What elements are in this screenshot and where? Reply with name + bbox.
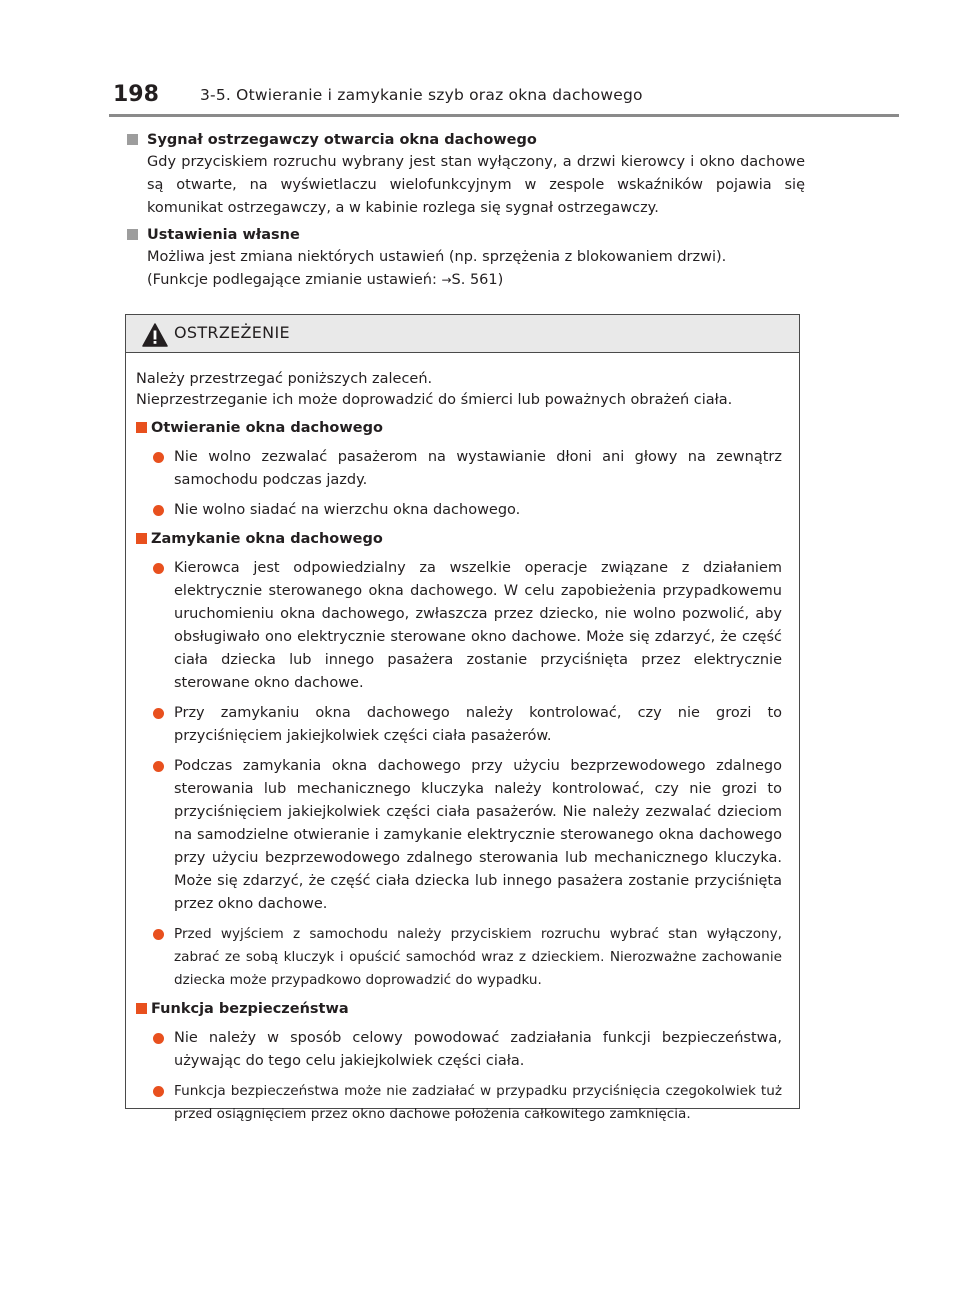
custom-settings-line: Możliwa jest zmiana niektórych ustawień (np. sprzężenia z blokowaniem drzwi). [147,249,727,265]
warning-heading-safety: Funkcja bezpieczeństwa [136,998,782,1020]
section-body-sunroof-warning: Gdy przyciskiem rozruchu wybrany jest stan wyłączony, a drzwi kierowcy i okno dachowe są otwarte, na wyświetlaczu wielofunkcyjnym w zespole wskaźników pojawia się komunikat ostrzegawczy, a w kabinie rozlega się sygnał ostrzegawczy. [147,154,805,216]
circle-bullet-icon [153,505,164,516]
arrow-right-icon: → [441,273,452,287]
warning-item: Przy zamykaniu okna dachowego należy kontrolować, czy nie grozi to przyciśnięciem jakiejkolwiek części ciała pasażerów. [136,702,782,748]
warning-body [126,353,799,1126]
section-heading-custom-settings: Ustawienia własne [125,224,805,246]
intro-sections [125,125,805,296]
warning-item: Nie należy w sposób celowy powodować zadziałania funkcji bezpieczeństwa, używając do tego celu jakiejkolwiek części ciała. [136,1027,782,1073]
circle-bullet-icon [153,452,164,463]
warning-intro: Należy przestrzegać poniższych zaleceń. [136,371,433,387]
chapter-title: 3-5. Otwieranie i zamykanie szyb oraz okna dachowego [200,86,643,104]
square-bullet-icon [127,134,138,145]
section-body-custom-settings [125,246,805,292]
circle-bullet-icon [153,1086,164,1097]
circle-bullet-icon [153,761,164,772]
warning-item: Nie wolno siadać na wierzchu okna dachowego. [136,499,782,522]
square-bullet-icon [136,1003,147,1014]
warning-title: OSTRZEŻENIE [174,323,290,342]
header-divider [109,114,899,117]
circle-bullet-icon [153,708,164,719]
warning-heading-opening: Otwieranie okna dachowego [136,417,782,439]
warning-triangle-icon [142,323,168,347]
warning-header [126,315,799,353]
page-number: 198 [113,82,159,107]
page-header [0,0,960,120]
warning-intro: Nieprzestrzeganie ich może doprowadzić do śmierci lub poważnych obrażeń ciała. [136,392,733,408]
warning-item: Podczas zamykania okna dachowego przy użyciu bezprzewodowego zdalnego sterowania lub mechanicznego kluczyka należy kontrolować, czy nie grozi to przyciśnięciem jakiejkolwiek części ciała pasażerów. Nie należy zezwalać dzieciom na samodzielne otwieranie i zamykanie elektrycznie sterowanego okna dachowego przy użyciu bezprzewodowego zdalnego sterowania lub mechanicznego kluczyka. Może się zdarzyć, że część ciała dziecka lub innego pasażera zostanie przyciśnięta przez okno dachowe. [136,755,782,916]
page-reference-link[interactable]: S. 561) [451,272,504,288]
square-bullet-icon [127,229,138,240]
square-bullet-icon [136,422,147,433]
section-heading-sunroof-warning: Sygnał ostrzegawczy otwarcia okna dachowego [125,129,805,151]
square-bullet-icon [136,533,147,544]
warning-box [125,314,800,1122]
circle-bullet-icon [153,1033,164,1044]
warning-item: Przed wyjściem z samochodu należy przyciskiem rozruchu wybrać stan wyłączony, zabrać ze sobą kluczyk i opuścić samochód wraz z dzieckiem. Nierozważne zachowanie dziecka może przypadkowo doprowadzić do wypadku. [136,923,782,992]
warning-item: Funkcja bezpieczeństwa może nie zadziałać w przypadku przyciśnięcia czegokolwiek tuż przed osiągnięciem przez okno dachowe położenia całkowitego zamknięcia. [136,1080,782,1126]
circle-bullet-icon [153,929,164,940]
custom-settings-reference: (Funkcje podlegające zmianie ustawień: →S. 561) [147,272,504,288]
warning-item: Kierowca jest odpowiedzialny za wszelkie operacje związane z działaniem elektrycznie sterowanego okna dachowego. W celu zapobieżenia przypadkowemu uruchomieniu okna dachowego, zwłaszcza przez dziecko, nie wolno pozwolić, aby obsługiwało ono elektrycznie sterowane okno dachowe. Może się zdarzyć, że część ciała dziecka lub innego pasażera zostanie przyciśnięta przez elektrycznie sterowane okno dachowe. [136,557,782,695]
warning-heading-closing: Zamykanie okna dachowego [136,528,782,550]
warning-item: Nie wolno zezwalać pasażerom na wystawianie dłoni ani głowy na zewnątrz samochodu podczas jazdy. [136,446,782,492]
circle-bullet-icon [153,563,164,574]
